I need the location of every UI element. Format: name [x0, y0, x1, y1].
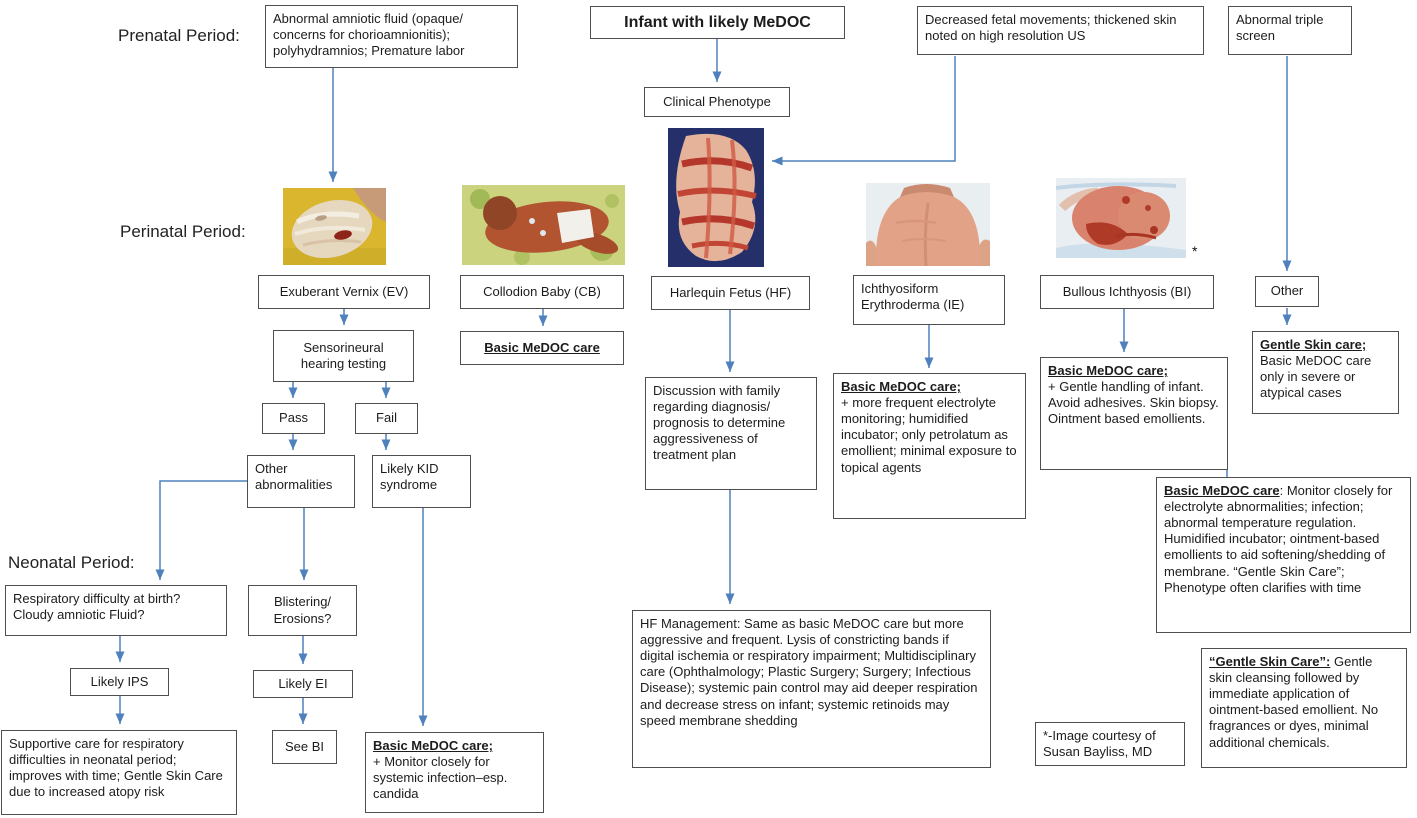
node-blistering-erosions: Blistering/ Erosions? — [248, 585, 357, 636]
node-ie-care — [833, 373, 1026, 519]
neonatal-period-label: Neonatal Period: — [8, 553, 135, 572]
node-clinical-phenotype: Clinical Phenotype — [644, 87, 790, 117]
node-abnormal-amniotic-fluid: Abnormal amniotic fluid (opaque/ concerns for chorioamnionitis); polyhydramnios; Premature labor — [265, 5, 518, 68]
gentle-def-body: Gentle skin cleansing followed by immediate application of ointment-based emollient. No fragrances or dyes, minimal additional chemicals. — [1209, 654, 1379, 750]
node-harlequin-fetus: Harlequin Fetus (HF) — [651, 276, 810, 310]
node-likely-ei: Likely EI — [253, 670, 353, 698]
monitor-body: : Monitor closely for electrolyte abnormalities; infection; abnormal temperature regulation. Humidified incubator; ointment-based emollients to aid softening/shedding of membrane. “Gentle Skin Care”; Phenotype often clarifies with time — [1164, 483, 1393, 595]
node-see-bi: See BI — [272, 730, 337, 764]
node-basic-medoc-care-definition — [1156, 477, 1411, 633]
node-other: Other — [1255, 276, 1319, 307]
node-respiratory-difficulty: Respiratory difficulty at birth? Cloudy amniotic Fluid? — [5, 585, 227, 636]
node-kid-care — [365, 732, 544, 813]
monitor-heading: Basic MeDOC care — [1164, 483, 1280, 498]
node-exuberant-vernix: Exuberant Vernix (EV) — [258, 275, 430, 309]
kid-care-heading: Basic MeDOC care; — [373, 738, 493, 753]
ie-care-heading: Basic MeDOC care; — [841, 379, 961, 394]
harlequin-fetus-photo — [668, 128, 764, 267]
other-care-body: Basic MeDOC care only in severe or atypical cases — [1260, 353, 1372, 401]
bi-care-body: + Gentle handling of infant. Avoid adhesives. Skin biopsy. Ointment based emollients. — [1048, 379, 1219, 427]
node-infant-with-likely-medoc: Infant with likely MeDOC — [590, 6, 845, 39]
node-collodion-baby: Collodion Baby (CB) — [460, 275, 624, 309]
node-fail: Fail — [355, 403, 418, 434]
node-supportive-care: Supportive care for respiratory difficulties in neonatal period; improves with time; Gentle Skin Care due to increased atopy risk — [1, 730, 237, 815]
node-decreased-fetal-movements: Decreased fetal movements; thickened skin noted on high resolution US — [917, 6, 1204, 55]
node-family-discussion: Discussion with family regarding diagnosis/ prognosis to determine aggressiveness of treatment plan — [645, 377, 817, 490]
bullous-ichthyosis-photo — [1056, 178, 1186, 258]
node-pass: Pass — [262, 403, 325, 434]
bi-care-heading: Basic MeDOC care; — [1048, 363, 1168, 378]
exuberant-vernix-photo — [283, 188, 386, 265]
node-other-care — [1252, 331, 1399, 414]
node-bullous-ichthyosis: Bullous Ichthyosis (BI) — [1040, 275, 1214, 309]
cb-care-heading: Basic MeDOC care — [484, 339, 600, 355]
node-hf-management: HF Management: Same as basic MeDOC care but more aggressive and frequent. Lysis of constricting bands if digital ischemia or respiratory impairment; Multidisciplinary care (Ophthalmology; Plastic Surgery; Surgery; Infectious Disease); systemic pain control may aid deeper respiration and decrease stress on infant; systemic retinoids may speed membrane shedding — [632, 610, 991, 768]
node-sensorineural-hearing-testing: Sensorineural hearing testing — [273, 330, 414, 382]
ichthyosiform-erythroderma-photo — [866, 183, 990, 266]
node-abnormal-triple-screen: Abnormal triple screen — [1228, 6, 1352, 55]
photo-asterisk: * — [1192, 243, 1198, 259]
kid-care-body: + Monitor closely for systemic infection–esp. candida — [373, 754, 508, 802]
node-other-abnormalities: Other abnormalities — [247, 455, 355, 508]
prenatal-period-label: Prenatal Period: — [118, 26, 240, 45]
collodion-baby-photo — [462, 185, 625, 265]
node-gentle-skin-care-definition — [1201, 648, 1407, 768]
node-cb-basic-medoc-care — [460, 331, 624, 365]
gentle-def-heading: “Gentle Skin Care”: — [1209, 654, 1331, 669]
node-likely-kid-syndrome: Likely KID syndrome — [372, 455, 471, 508]
node-bi-care — [1040, 357, 1228, 470]
node-likely-ips: Likely IPS — [70, 668, 169, 696]
node-image-courtesy: *-Image courtesy of Susan Bayliss, MD — [1035, 722, 1185, 766]
perinatal-period-label: Perinatal Period: — [120, 222, 246, 241]
node-ichthyosiform-erythroderma: Ichthyosiform Erythroderma (IE) — [853, 275, 1005, 325]
other-care-heading: Gentle Skin care; — [1260, 337, 1367, 352]
ie-care-body: + more frequent electrolyte monitoring; humidified incubator; only petrolatum as emollient; minimal exposure to topical agents — [841, 395, 1017, 475]
